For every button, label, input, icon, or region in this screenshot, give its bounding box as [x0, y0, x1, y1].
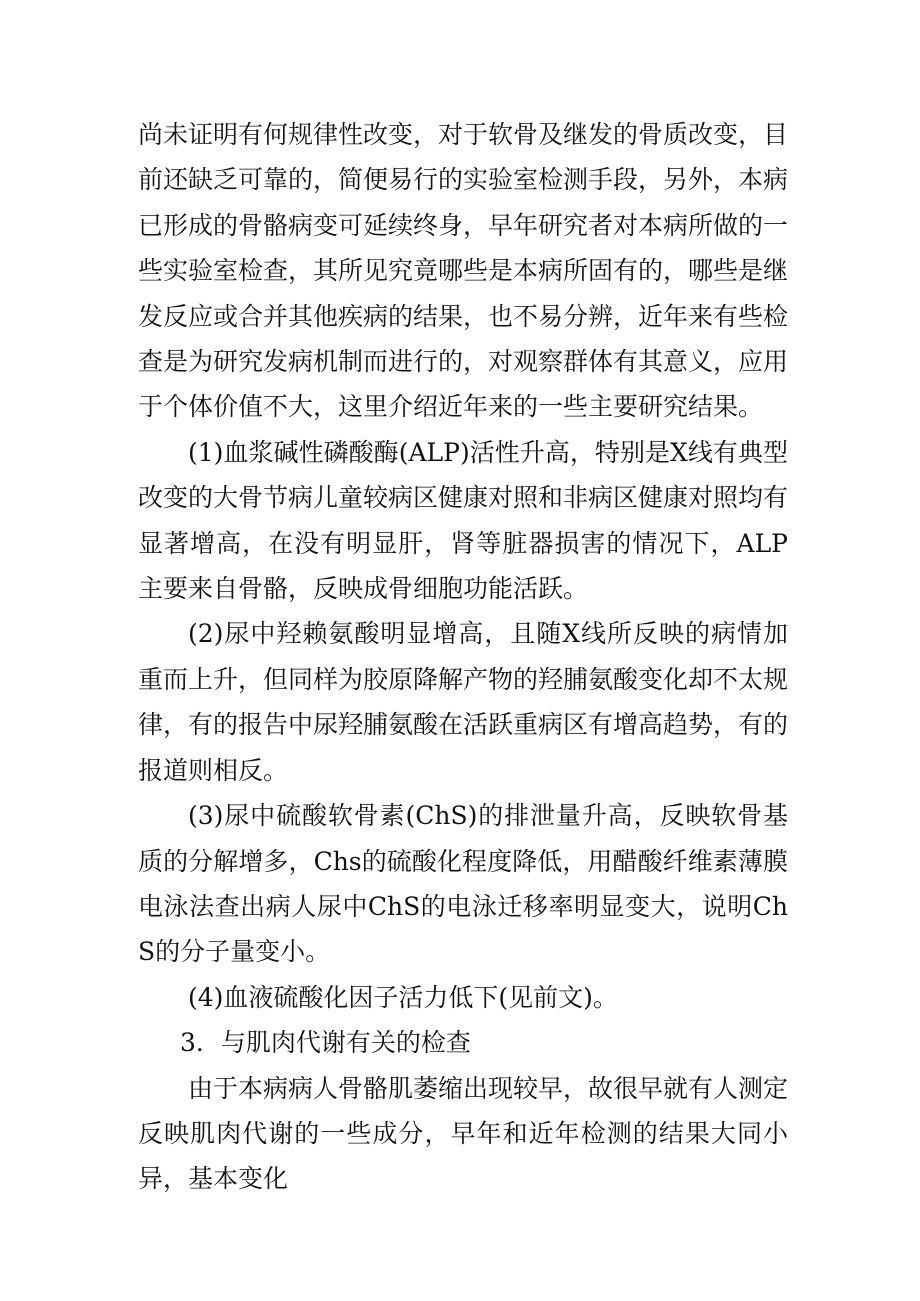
- paragraph-intro: 尚未证明有何规律性改变，对于软骨及继发的骨质改变，目前还缺乏可靠的，简便易行的实验室检测手段，另外，本病已形成的骨骼病变可延续终身，早年研究者对本病所做的一些实验室检查，其所见究竟哪些是本病所固有的，哪些是继发反应或合并其他疾病的结果，也不易分辨，近年来有些检查是为研究发病机制而进行的，对观察群体有其意义，应用于个体价值不大，这里介绍近年来的一些主要研究结果。: [138, 120, 789, 422]
- paragraph-item-2: (2)尿中羟赖氨酸明显增高，且随X线所反映的病情加重而上升，但同样为胶原降解产物的羟脯氨酸变化却不太规律，有的报告中尿羟脯氨酸在活跃重病区有增高趋势，有的报道则相反。: [138, 619, 789, 785]
- paragraph-item-1: (1)血浆碱性磷酸酶(ALP)活性升高，特别是X线有典型改变的大骨节病儿童较病区健康对照和非病区健康对照均有显著增高，在没有明显肝，肾等脏器损害的情况下，ALP主要来自骨骼，反映成骨细胞功能活跃。: [138, 437, 789, 604]
- paragraph-muscle: 由于本病病人骨骼肌萎缩出现较早，故很早就有人测定反映肌肉代谢的一些成分，早年和近年检测的结果大同小异，基本变化: [138, 1073, 789, 1194]
- paragraph-item-3: (3)尿中硫酸软骨素(ChS)的排泄量升高，反映软骨基质的分解增多，Chs的硫酸化程度降低，用醋酸纤维素薄膜电泳法查出病人尿中ChS的电泳迁移率明显变大，说明ChS的分子量变小。: [138, 801, 788, 967]
- section-heading: 3．与肌肉代谢有关的检查: [180, 1028, 471, 1058]
- paragraph-item-4: (4)血液硫酸化因子活力低下(见前文)。: [188, 982, 618, 1012]
- document-body: [138, 112, 788, 1202]
